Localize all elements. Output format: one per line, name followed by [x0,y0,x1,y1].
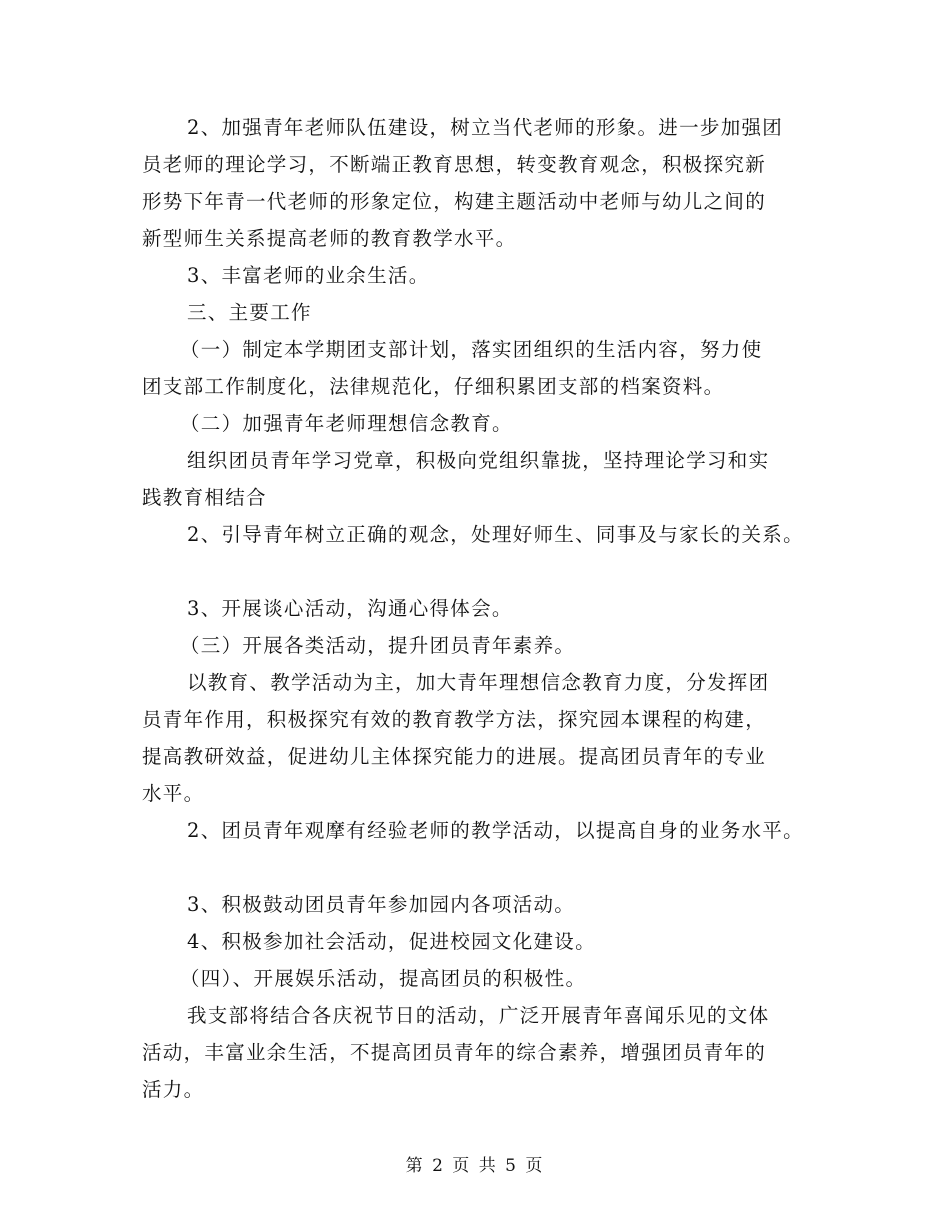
paragraph-line: 2、加强青年老师队伍建设，树立当代老师的形象。进一步加强团 [187,116,784,139]
paragraph-line: 水平。 [142,782,205,805]
paragraph-line: 以教育、教学活动为主，加大青年理想信念教育力度，分发挥团 [187,671,770,694]
paragraph-line: 组织团员青年学习党章，积极向党组织靠拢，坚持理论学习和实 [187,449,770,472]
paragraph-line: 践教育相结合 [142,486,267,509]
subsection-heading: （四）、开展娱乐活动，提高团员的积极性。 [180,967,587,990]
paragraph-line: 3、丰富老师的业余生活。 [187,264,430,287]
paragraph-line: 4、积极参加社会活动，促进校园文化建设。 [187,930,596,953]
paragraph-line: 活动，丰富业余生活，不提高团员青年的综合素养，增强团员青年的 [142,1041,767,1064]
paragraph-line: 3、积极鼓动团员青年参加园内各项活动。 [187,893,576,916]
paragraph-line: 2、引导青年树立正确的观念，处理好师生、同事及与家长的关系。 [187,523,804,546]
page-footer: 第 2 页 共 5 页 [405,1156,545,1176]
paragraph-line: 3、开展谈心活动，沟通心得体会。 [187,597,513,620]
subsection-heading: （三）开展各类活动，提升团员青年素养。 [180,634,576,657]
subsection-heading: （二）加强青年老师理想信念教育。 [180,412,513,435]
paragraph-line: 团支部工作制度化，法律规范化，仔细积累团支部的档案资料。 [142,375,725,398]
paragraph-line: 员青年作用，积极探究有效的教育教学方法，探究园本课程的构建， [142,708,767,731]
paragraph-line: （一）制定本学期团支部计划，落实团组织的生活内容，努力使 [180,338,763,361]
section-heading: 三、主要工作 [187,301,312,324]
paragraph-line: 2、团员青年观摩有经验老师的教学活动，以提高自身的业务水平。 [187,819,804,842]
paragraph-line: 我支部将结合各庆祝节日的活动，广泛开展青年喜闻乐见的文体 [187,1004,770,1027]
paragraph-line: 提高教研效益，促进幼儿主体探究能力的进展。提高团员青年的专业 [142,745,767,768]
paragraph-line: 员老师的理论学习，不断端正教育思想，转变教育观念，积极探究新 [142,153,767,176]
paragraph-line: 形势下年青一代老师的形象定位，构建主题活动中老师与幼儿之间的 [142,190,767,213]
paragraph-line: 活力。 [142,1078,205,1101]
paragraph-line: 新型师生关系提高老师的教育教学水平。 [142,227,517,250]
